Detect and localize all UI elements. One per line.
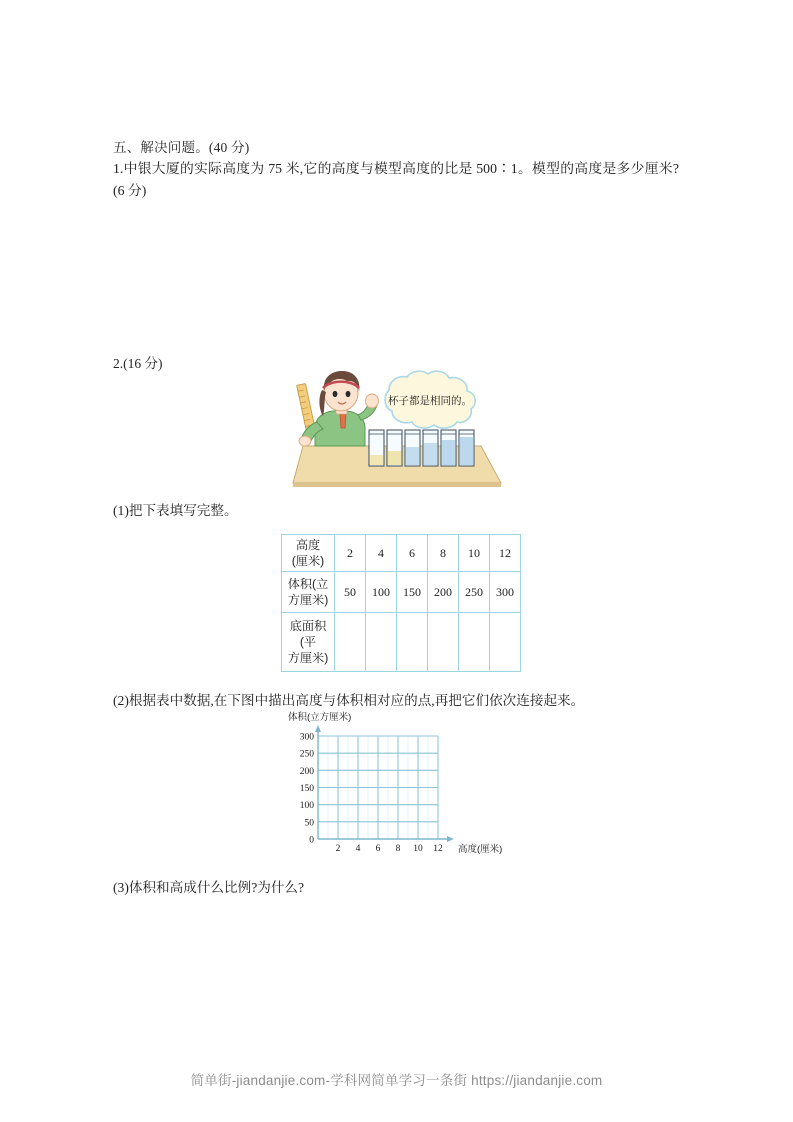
left-hand bbox=[299, 436, 311, 446]
question-2-label: 2.(16 分) bbox=[113, 356, 163, 371]
coordinate-grid-chart bbox=[276, 708, 516, 868]
row-header-line: 高度 bbox=[295, 538, 321, 552]
table-cell[interactable]: 200 bbox=[428, 572, 459, 613]
girl-figure bbox=[297, 371, 379, 446]
sub-question-2: (2)根据表中数据,在下图中描出高度与体积相对应的点,再把它们依次连接起来。 bbox=[113, 693, 585, 708]
table-cell[interactable]: 300 bbox=[490, 572, 521, 613]
table-cell-blank[interactable] bbox=[459, 613, 490, 672]
table-cell[interactable]: 150 bbox=[397, 572, 428, 613]
chart-y-tick-labels bbox=[300, 733, 315, 846]
hair-side bbox=[319, 390, 326, 416]
right-hand bbox=[366, 394, 379, 408]
chart-y-tick: 50 bbox=[304, 818, 314, 829]
glass-item bbox=[423, 430, 438, 466]
table-cell-blank[interactable] bbox=[366, 613, 397, 672]
table-cell[interactable]: 50 bbox=[335, 572, 366, 613]
row-header-base-area bbox=[282, 613, 335, 672]
chart-y-tick: 250 bbox=[299, 749, 314, 760]
illustration-girl-with-glasses bbox=[285, 370, 510, 492]
table-cell-blank[interactable] bbox=[490, 613, 521, 672]
row-header-volume bbox=[282, 572, 335, 613]
glass-item bbox=[387, 430, 402, 466]
glass-item bbox=[405, 430, 420, 466]
table-cell[interactable]: 8 bbox=[428, 535, 459, 572]
table-cell[interactable]: 250 bbox=[459, 572, 490, 613]
table-cell[interactable]: 6 bbox=[397, 535, 428, 572]
footer-watermark: 简单街-jiandanjie.com-学科网简单学习一条街 https://jiandanjie.com bbox=[190, 1073, 603, 1088]
sub-question-3: (3)体积和高成什么比例?为什么? bbox=[113, 880, 305, 895]
table-cell[interactable]: 12 bbox=[490, 535, 521, 572]
tie-shape bbox=[340, 414, 346, 428]
glass-item bbox=[369, 430, 384, 466]
chart-y-axis-title: 体积(立方厘米) bbox=[288, 712, 352, 723]
chart-x-tick: 8 bbox=[395, 844, 401, 854]
chart-x-tick: 6 bbox=[375, 844, 381, 854]
row-header-height bbox=[282, 535, 335, 572]
speech-bubble bbox=[385, 371, 475, 428]
table-row bbox=[282, 535, 521, 572]
table-cell[interactable]: 10 bbox=[459, 535, 490, 572]
table-cell[interactable]: 4 bbox=[366, 535, 397, 572]
table-cell-blank[interactable] bbox=[335, 613, 366, 672]
glass-item bbox=[459, 430, 474, 466]
speech-bubble-text: 杯子都是相同的。 bbox=[388, 395, 472, 407]
table-cell-blank[interactable] bbox=[428, 613, 459, 672]
data-table-container bbox=[281, 534, 521, 672]
chart-x-tick-labels bbox=[336, 844, 443, 854]
chart-x-axis-title: 高度(厘米) bbox=[458, 844, 503, 855]
chart-x-tick: 4 bbox=[355, 844, 361, 854]
table-cell[interactable]: 100 bbox=[366, 572, 397, 613]
row-header-line: (平 bbox=[299, 635, 317, 649]
table-cell[interactable]: 2 bbox=[335, 535, 366, 572]
table-cell-blank[interactable] bbox=[397, 613, 428, 672]
table-row bbox=[282, 613, 521, 672]
chart-svg bbox=[276, 708, 516, 868]
glass-item bbox=[441, 430, 456, 466]
left-eye bbox=[333, 391, 338, 397]
illustration-svg bbox=[285, 370, 510, 492]
section-heading: 五、解决问题。(40 分) bbox=[113, 140, 250, 155]
chart-x-tick: 2 bbox=[335, 844, 341, 854]
chart-y-axis-arrow bbox=[315, 725, 321, 732]
chart-x-axis-arrow bbox=[447, 836, 454, 842]
chart-x-tick: 10 bbox=[413, 844, 423, 854]
sub-question-1: (1)把下表填写完整。 bbox=[113, 503, 238, 518]
chart-origin-label: 0 bbox=[309, 835, 314, 846]
chart-y-tick: 150 bbox=[299, 784, 314, 794]
table-edge-shape bbox=[293, 483, 501, 487]
row-header-line: 方厘米) bbox=[287, 593, 329, 607]
table-row bbox=[282, 572, 521, 613]
question-1-text: 1.中银大厦的实际高度为 75 米,它的高度与模型高度的比是 500∶1。模型的高度是多少厘米?(6 分) bbox=[113, 161, 679, 198]
row-header-line: 方厘米) bbox=[287, 651, 329, 665]
height-volume-table bbox=[281, 534, 521, 672]
chart-y-tick: 200 bbox=[299, 766, 314, 777]
row-header-line: 底面积 bbox=[289, 619, 327, 633]
chart-x-tick: 12 bbox=[433, 844, 443, 854]
right-eye bbox=[346, 391, 351, 397]
chart-y-tick: 100 bbox=[299, 801, 314, 812]
row-header-line: 体积(立 bbox=[287, 577, 329, 591]
chart-y-tick: 300 bbox=[299, 732, 314, 743]
row-header-line: (厘米) bbox=[291, 554, 325, 568]
